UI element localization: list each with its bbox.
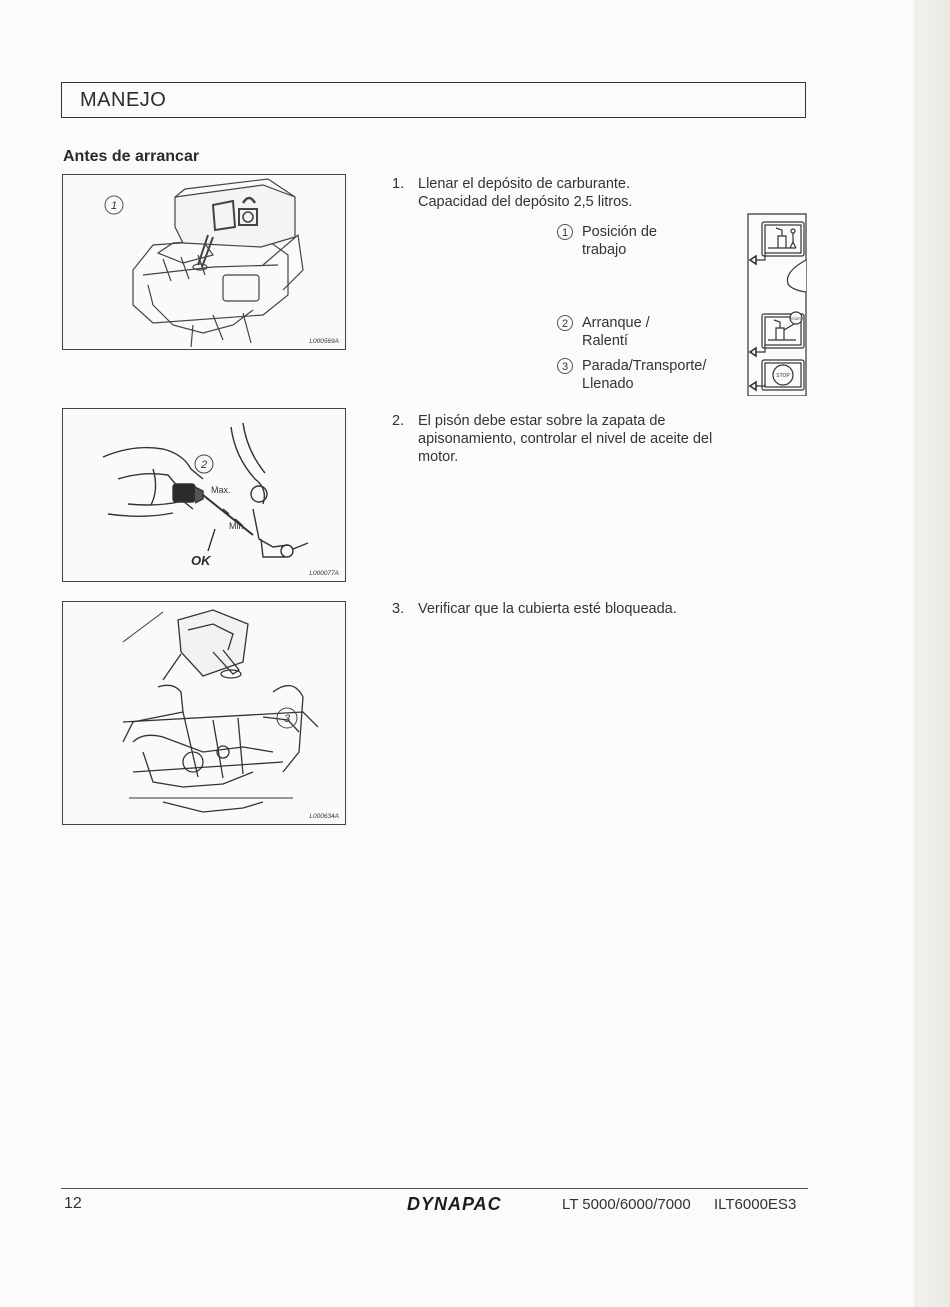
figure-fuel-tank [62,174,346,350]
footer-divider [61,1188,808,1189]
section-subtitle: Antes de arrancar [63,148,200,165]
legend-1-line-1: Posición de [582,224,657,240]
fuel-tank-illustration [63,175,347,351]
model-text: LT 5000/6000/7000 [562,1196,691,1213]
figure-2-code: L000077A [309,570,339,577]
step-3-number: 3. [392,601,405,617]
step-2-number: 2. [392,413,405,429]
cover-lock-illustration [63,602,347,826]
min-label: Min. [229,521,247,531]
legend-1-line-2: trabajo [582,242,627,258]
legend-2-number: 2 [557,315,573,331]
figure-cover-lock [62,601,346,825]
figure-oil-dipstick [62,408,346,582]
page-title: MANEJO [80,89,167,111]
figure-3-callout: 3 [283,713,291,725]
step-1-line-2: Capacidad del depósito 2,5 litros. [418,194,633,210]
page-edge-shadow [914,0,950,1307]
step-1-line-1: Llenar el depósito de carburante. [418,176,631,192]
ok-label: OK [191,553,211,568]
step-3-line-1: Verificar que la cubierta esté bloqueada. [418,601,677,617]
legend-2-line-2: Ralentí [582,333,628,349]
step-2-line-3: motor. [418,449,459,465]
brand-logo: DYNAPAC [407,1194,502,1214]
page-number: 12 [64,1195,82,1212]
legend-3-line-2: Llenado [582,376,634,392]
max-label: Max. [211,485,231,495]
step-2-line-1: El pisón debe estar sobre la zapata de [418,413,666,429]
start-label: START [790,317,802,321]
figure-1-callout: 1 [110,200,118,212]
oil-dipstick-illustration [63,409,347,583]
section-header [61,82,806,118]
legend-3-line-1: Parada/Transporte/ [582,358,707,374]
legend-3-number: 3 [557,358,573,374]
step-1-number: 1. [392,176,405,192]
figure-2-callout: 2 [200,459,208,471]
step-2-line-2: apisonamiento, controlar el nivel de aceite del [418,431,713,447]
legend-2-line-1: Arranque / [582,315,650,331]
document-code: ILT6000ES3 [714,1196,797,1213]
figure-3-code: L000634A [309,813,339,820]
figure-1-code: L000569A [309,338,339,345]
legend-1-number: 1 [557,224,573,240]
control-panel-pictogram [746,212,808,396]
throttle-positions-icon [746,212,808,396]
stop-label: STOP [776,373,790,379]
